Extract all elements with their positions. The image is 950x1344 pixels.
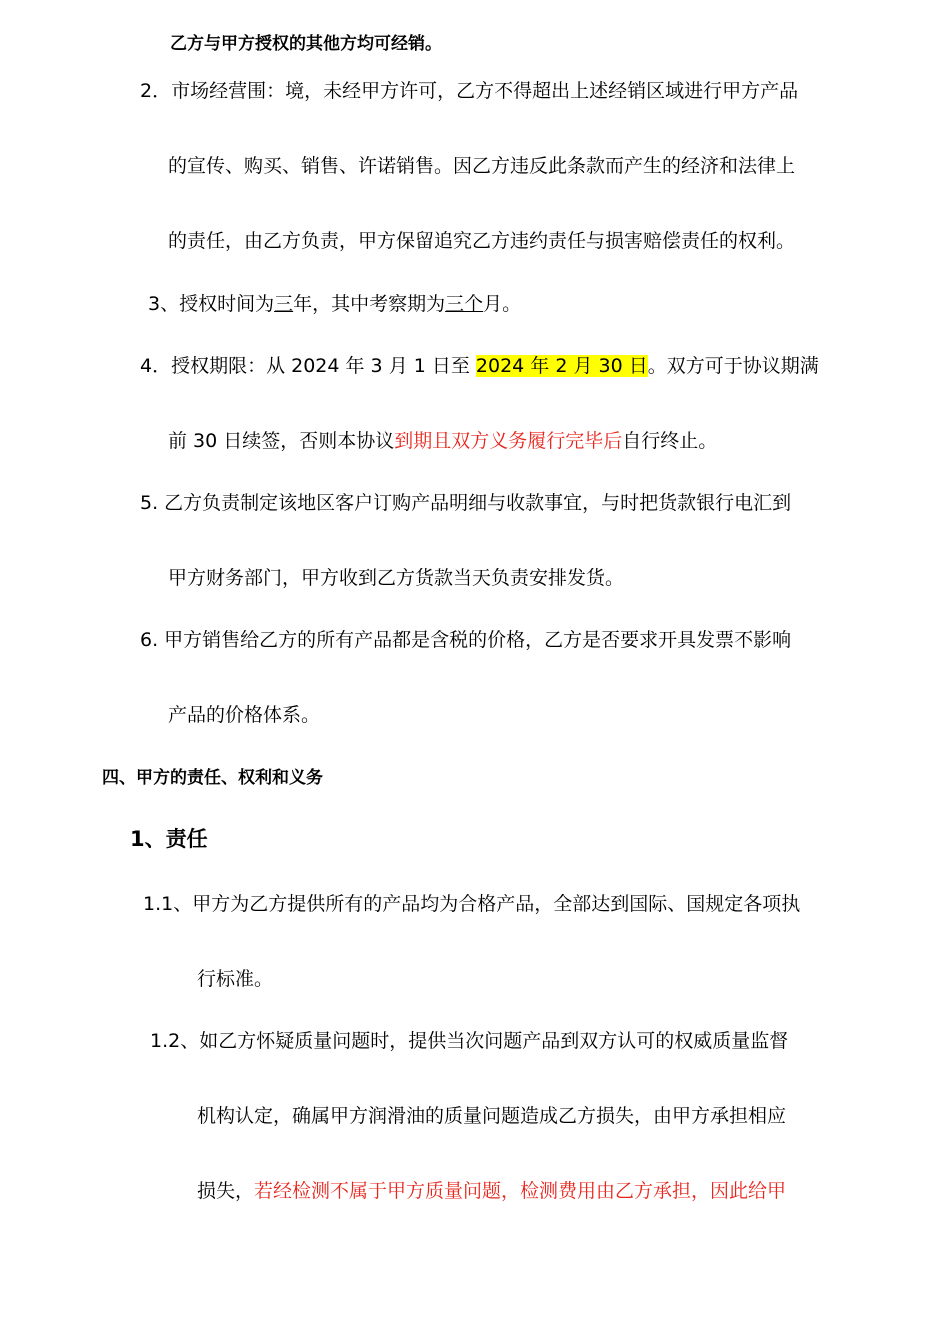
text-span: 月。 — [483, 293, 522, 315]
underlined-text: 三 — [274, 293, 294, 315]
text-line: 的宣传、购买、销售、许诺销售。因乙方违反此条款而产生的经济和法律上 — [168, 155, 796, 177]
text-line: 乙方与甲方授权的其他方均可经销。 — [170, 34, 442, 54]
text-line: 的责任，由乙方负责，甲方保留追究乙方违约责任与损害赔偿责任的权利。 — [168, 230, 796, 252]
text-line: 5. 乙方负责制定该地区客户订购产品明细与收款事宜，与时把货款银行电汇到 — [140, 492, 792, 514]
text-line: 机构认定，确属甲方润滑油的质量问题造成乙方损失，由甲方承担相应 — [197, 1105, 787, 1127]
text-span: 前 30 日续签，否则本协议 — [168, 430, 395, 452]
text-span: 损失， — [197, 1180, 255, 1202]
text-span: 。双方可于协议期满 — [647, 355, 819, 377]
text-span: 3、授权时间为 — [148, 293, 275, 315]
text-line: 1.2、如乙方怀疑质量问题时，提供当次问题产品到双方认可的权威质量监督 — [150, 1030, 789, 1052]
text-line: 1.1、甲方为乙方提供所有的产品均为合格产品，全部达到国际、国规定各项执 — [143, 893, 801, 915]
text-line: 2．市场经营围：境，未经甲方许可，乙方不得超出上述经销区域进行甲方产品 — [140, 80, 799, 102]
text-span: 4．授权期限：从 2024 年 3 月 1 日至 — [140, 355, 476, 377]
text-span: 自行终止。 — [622, 430, 718, 452]
text-line: 产品的价格体系。 — [168, 704, 321, 726]
text-line — [140, 353, 819, 379]
text-span: 年，其中考察期为 — [293, 293, 446, 315]
text-line: 6. 甲方销售给乙方的所有产品都是含税的价格，乙方是否要求开具发票不影响 — [140, 629, 792, 651]
section-heading: 四、甲方的责任、权利和义务 — [102, 768, 323, 788]
underlined-text: 三个 — [445, 293, 484, 315]
text-line — [168, 428, 717, 454]
subsection-heading: 1、责任 — [130, 827, 208, 851]
text-line: 甲方财务部门，甲方收到乙方货款当天负责安排发货。 — [168, 567, 625, 589]
red-text: 到期且双方义务履行完毕后 — [394, 430, 623, 452]
text-line — [197, 1178, 786, 1204]
red-text: 若经检测不属于甲方质量问题，检测费用由乙方承担，因此给甲 — [254, 1180, 787, 1202]
highlighted-text: 2024 年 2 月 30 日 — [475, 355, 648, 377]
text-line: 行标准。 — [197, 968, 274, 990]
text-line — [148, 291, 521, 317]
